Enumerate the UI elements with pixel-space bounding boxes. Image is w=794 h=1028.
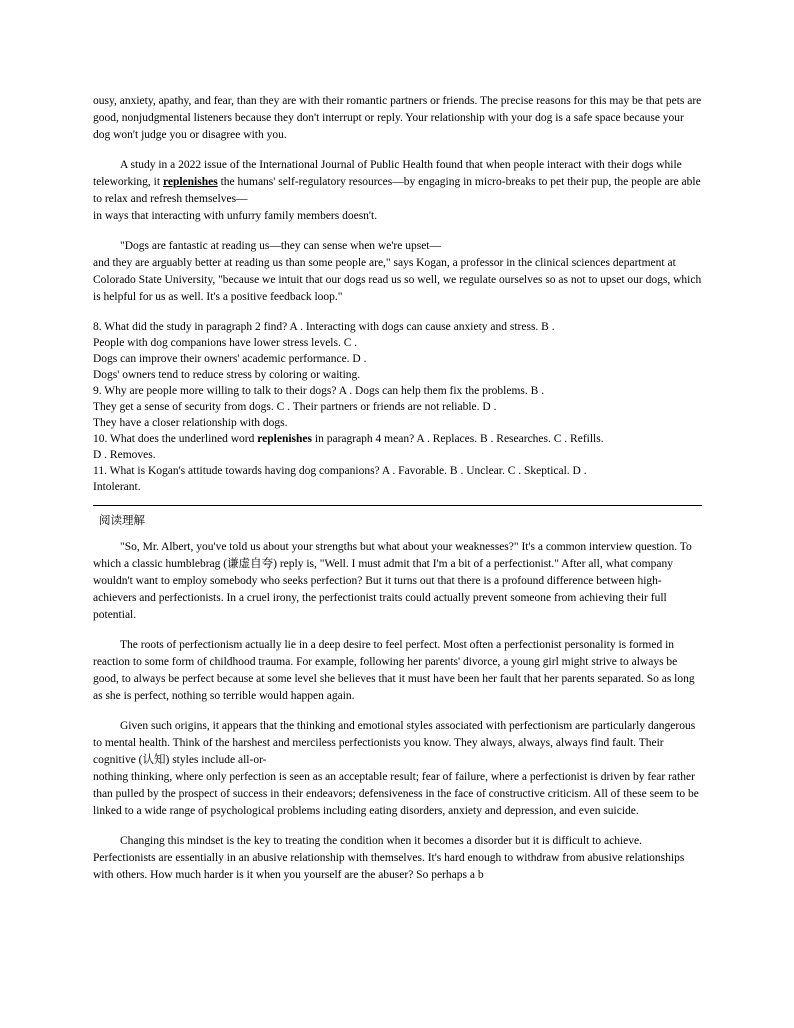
question-10-keyword: replenishes bbox=[257, 433, 313, 445]
paragraph-2-text-a: A study in a 2022 issue of the International Journal of Public Health found that when people interact with their dogs while teleworking, it bbox=[93, 159, 682, 188]
paragraph-3: and they are arguably better at reading us than some people are," says Kogan, a professor in the clinical sciences department at Colorado State University, "because we intuit that our dogs read us so well, we regulate ourselves so as not to upset our dogs, which is helpful for us as well. It's a positive feedback loop." bbox=[93, 257, 702, 303]
question-11: 11. What is Kogan's attitude towards having dog companions? A . Favorable. B . Unclear. C . Skeptical. D . bbox=[93, 465, 587, 477]
paragraph-3-continued: nothing thinking, where only perfection is seen as an acceptable result; fear of failure, where a perfectionist is driven by fear rather than pulled by the prospect of success in their endeavors; defensiveness in the face of constructive criticism. All of these seem to be linked to a wide range of psychological problems including eating disorders, anxiety and depression, and even suicide. bbox=[93, 771, 699, 817]
passage-1 bbox=[93, 93, 702, 495]
question-10-option-d: D . Removes. bbox=[93, 449, 156, 461]
paragraph-1: "So, Mr. Albert, you've told us about your strengths but what about your weaknesses?" It's a common interview question. To which a classic humblebrag (谦虚自夸) reply is, "Well. I must admit that I'm a bit of a perfectionist." After all, what company wouldn't want to employ somebody who seeks perfection? But it turns out that there is a profound difference between high- bbox=[93, 541, 692, 587]
section-heading: 阅读理解 bbox=[99, 513, 145, 527]
paragraph-1: ousy, anxiety, apathy, and fear, than they are with their romantic partners or friends. The precise reasons for this may be that pets are good, nonjudgmental listeners because they don't interrupt or reply. Your relationship with your dog is a safe space because your dog won't judge you or disagree with you. bbox=[93, 95, 702, 141]
question-8-option-b: People with dog companions have lower stress levels. C . bbox=[93, 337, 358, 349]
question-10-text-a: 10. What does the underlined word bbox=[93, 433, 258, 445]
underlined-word: replenishes bbox=[162, 176, 218, 188]
paragraph-3: Given such origins, it appears that the thinking and emotional styles associated with perfectionism are particularly dangerous to mental health. Think of the harshest and merciless perfectionists you know. They always, always, always find fault. Their cognitive (认知) styles include all-or- bbox=[93, 720, 696, 766]
paragraph-2: The roots of perfectionism actually lie in a deep desire to feel perfect. Most often a perfectionist personality is formed in reaction to some form of childhood trauma. For example, following her parents' divorce, a young girl might strive to always be good, to always be perfect because at some level she believes that it must have been her fault that her parents separated. So as long as she is perfect, nothing so terrible would happen again. bbox=[93, 639, 695, 702]
paragraph-1-continued: achievers and perfectionists. In a cruel irony, the perfectionist traits could actually prevent someone from achieving their full potential. bbox=[93, 592, 667, 621]
paragraph-2 bbox=[93, 157, 702, 208]
passage-2 bbox=[93, 512, 702, 884]
paragraph-4: Changing this mindset is the key to treating the condition when it becomes a disorder but it is difficult to achieve. Perfectionists are essentially in an abusive relationship with themselves. It's hard enough to withdraw from abusive relationships with others. How much harder is it when you yourself are the abuser? So perhaps a b bbox=[93, 835, 685, 881]
question-11-option-d: Intolerant. bbox=[93, 481, 141, 493]
question-9-option-b: They get a sense of security from dogs. C . Their partners or friends are not reliable. D . bbox=[93, 401, 497, 413]
paragraph-3-line-1: "Dogs are fantastic at reading us—they can sense when we're upset— bbox=[120, 240, 441, 252]
question-8: 8. What did the study in paragraph 2 find? A . Interacting with dogs can cause anxiety and stress. B . bbox=[93, 321, 555, 333]
question-9-option-d: They have a closer relationship with dogs. bbox=[93, 417, 288, 429]
question-10-text-b: in paragraph 4 mean? A . Replaces. B . Researches. C . Refills. bbox=[312, 433, 604, 445]
question-9: 9. Why are people more willing to talk to their dogs? A . Dogs can help them fix the problems. B . bbox=[93, 385, 545, 397]
question-10 bbox=[93, 431, 702, 447]
paragraph-2-text-b: the humans' self-regulatory resources—by engaging in micro-breaks to pet their pup, the people are able to relax and refresh themselves— bbox=[93, 176, 701, 205]
question-8-option-c: Dogs can improve their owners' academic performance. D . bbox=[93, 353, 367, 365]
section-divider bbox=[93, 505, 702, 506]
paragraph-2-line: in ways that interacting with unfurry family members doesn't. bbox=[93, 210, 378, 222]
question-8-option-d: Dogs' owners tend to reduce stress by coloring or waiting. bbox=[93, 369, 361, 381]
